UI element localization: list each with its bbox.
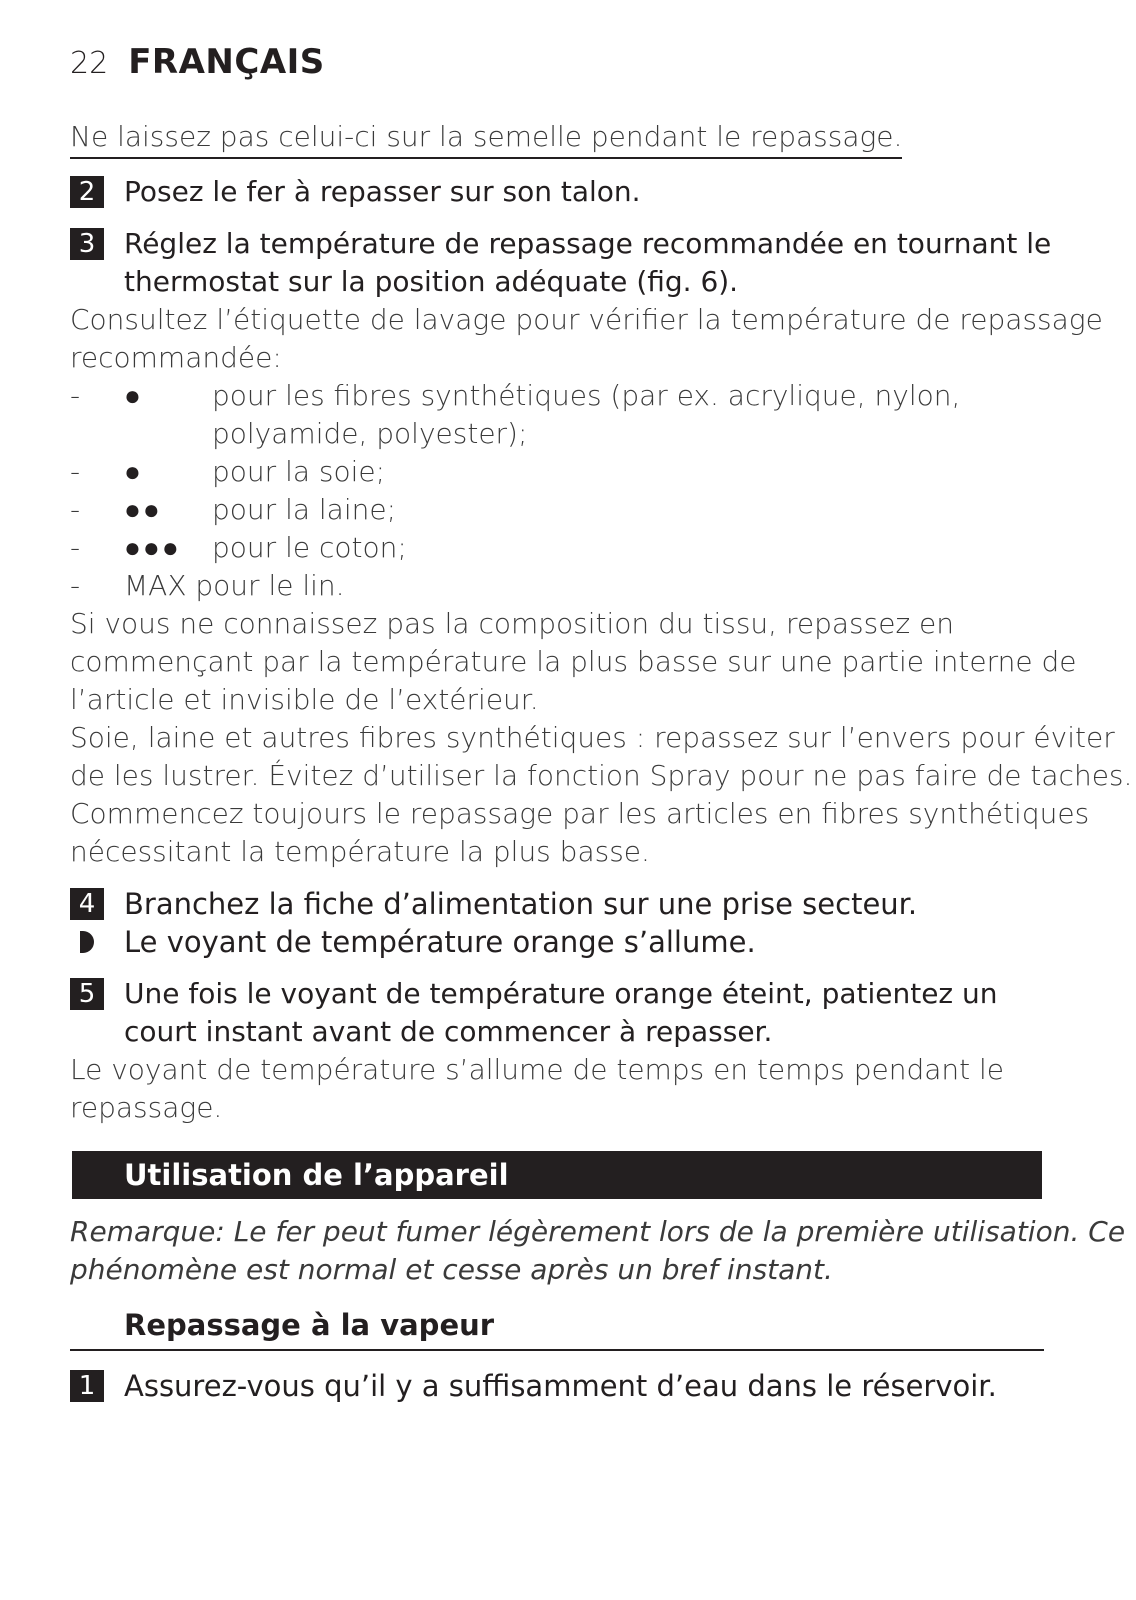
step-number-badge: 5 <box>70 978 104 1010</box>
consult-paragraph: Consultez l’étiquette de lavage pour vérifier la température de repassage recommandée: <box>70 303 1103 374</box>
paragraph-light: Le voyant de température s’allume de temps en temps pendant le repassage. <box>70 1053 1005 1124</box>
step-number-badge: 2 <box>70 176 104 208</box>
dot-icon: ● <box>124 455 143 488</box>
language-title: FRANÇAIS <box>128 42 325 82</box>
step-1: 1 Assurez-vous qu’il y a suffisamment d’eau dans le réservoir. <box>70 1367 1070 1405</box>
remark-note: Remarque: Le fer peut fumer légèrement lors de la première utilisation. Ce phénomène est normal et cesse après un bref instant. <box>70 1215 1126 1286</box>
step-number-badge: 1 <box>70 1370 104 1402</box>
section-heading: Utilisation de l’appareil <box>72 1151 1042 1199</box>
step-4-result: Le voyant de température orange s’allume. <box>70 923 1070 961</box>
intro-line: Ne laissez pas celui-ci sur la semelle pendant le repassage. <box>70 118 1070 159</box>
step-2: 2 Posez le fer à repasser sur son talon. <box>70 173 1070 211</box>
paragraph-fabrics: Soie, laine et autres fibres synthétiques : repassez sur l’envers pour éviter de les lustrer. Évitez d’utiliser la fonction Spray pour ne pas faire de taches. Commencez toujours le repassage par les articles en fibres synthétiques nécessitant la température la plus basse. <box>70 721 1133 868</box>
step-4: 4 Branchez la fiche d’alimentation sur une prise secteur. <box>70 885 1070 923</box>
result-arrow-icon <box>70 923 104 953</box>
list-item: - ● pour la soie; <box>70 453 1070 491</box>
step-number-badge: 4 <box>70 888 104 920</box>
list-item: - ●● pour la laine; <box>70 491 1070 529</box>
list-item: - ● pour les fibres synthétiques (par ex. acrylique, nylon, polyamide, polyester); <box>70 377 1070 453</box>
temperature-list <box>70 377 1070 605</box>
list-item: - MAX pour le lin. <box>70 569 345 602</box>
page-content <box>70 118 1133 1405</box>
dot-icon: ●● <box>124 493 162 526</box>
step-number-badge: 3 <box>70 228 104 260</box>
step-5: 5 Une fois le voyant de température orange éteint, patientez un court instant avant de commencer à repasser. <box>70 975 1070 1051</box>
subsection-heading: Repassage à la vapeur <box>70 1305 1044 1351</box>
page-header <box>70 42 325 82</box>
page-number: 22 <box>70 46 109 81</box>
dot-icon: ● <box>124 379 143 412</box>
step-3: 3 Réglez la température de repassage recommandée en tournant le thermostat sur la position adéquate (fig. 6). <box>70 225 1070 301</box>
list-item: - ●●● pour le coton; <box>70 529 1070 567</box>
dot-icon: ●●● <box>124 531 181 564</box>
paragraph-composition: Si vous ne connaissez pas la composition du tissu, repassez en commençant par la température la plus basse sur une partie interne de l’article et invisible de l’extérieur. <box>70 607 1077 716</box>
